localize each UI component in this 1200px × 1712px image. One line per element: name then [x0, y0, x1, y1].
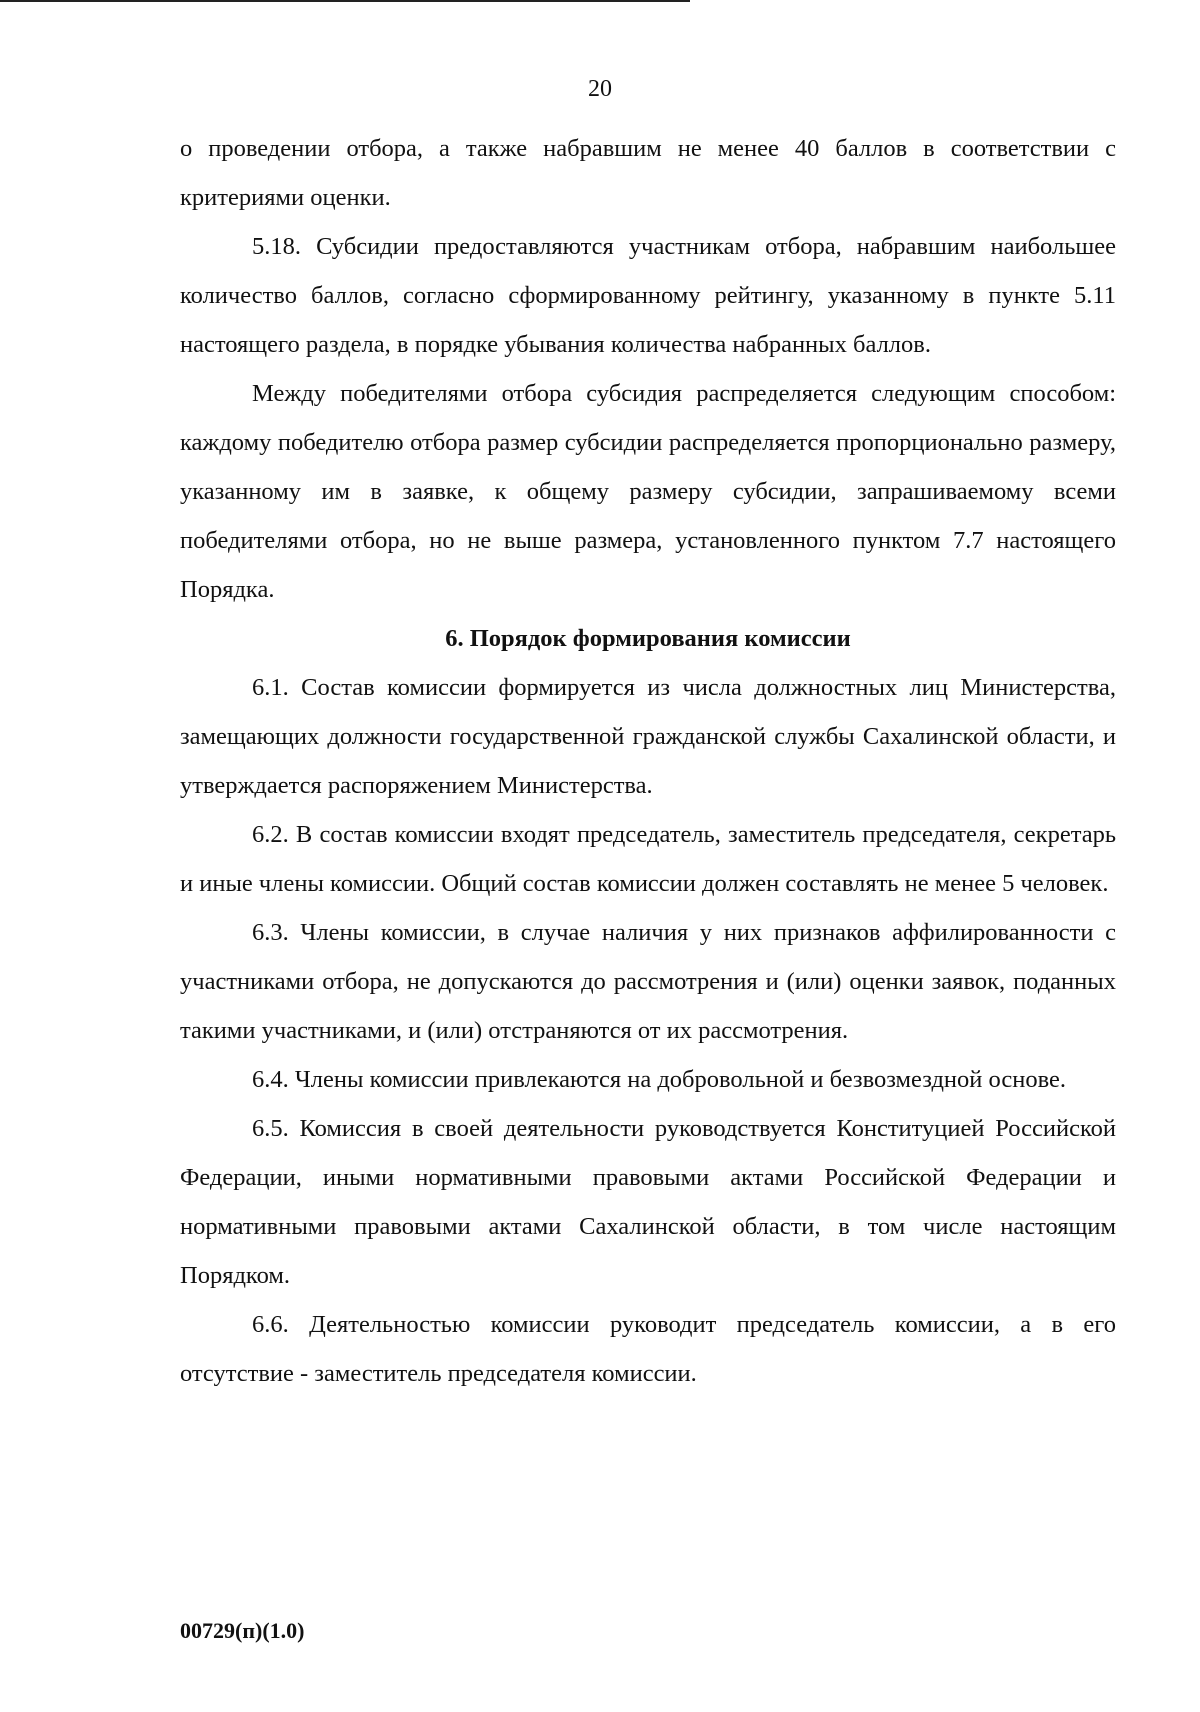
document-body — [180, 124, 1116, 1398]
document-code: 00729(п)(1.0) — [180, 1618, 305, 1643]
page-number: 20 — [588, 76, 612, 102]
paragraph-distribution: Между победителями отбора субсидия распределяется следующим способом: каждому победителю отбора размер субсидии распределяется пропорционально размеру, указанному им в заявке, к общему размеру субсидии, запрашиваемому всеми победителями отбора, но не выше размера, установленного пунктом 7.7 настоящего Порядка. — [180, 380, 1116, 603]
paragraph-6-4: 6.4. Члены комиссии привлекаются на добровольной и безвозмездной основе. — [252, 1066, 1067, 1093]
paragraph-5-18: 5.18. Субсидии предоставляются участникам отбора, набравшим наибольшее количество баллов, согласно сформированному рейтингу, указанному в пункте 5.11 настоящего раздела, в порядке убывания количества набранных баллов. — [180, 233, 1116, 358]
paragraph-6-1: 6.1. Состав комиссии формируется из числа должностных лиц Министерства, замещающих должности государственной гражданской службы Сахалинской области, и утверждается распоряжением Министерства. — [180, 674, 1116, 799]
paragraph-6-6: 6.6. Деятельностью комиссии руководит председатель комиссии, а в его отсутствие - заместитель председателя комиссии. — [180, 1311, 1116, 1387]
paragraph-6-2: 6.2. В состав комиссии входят председатель, заместитель председателя, секретарь и иные члены комиссии. Общий состав комиссии должен составлять не менее 5 человек. — [180, 821, 1116, 897]
paragraph-6-3: 6.3. Члены комиссии, в случае наличия у них признаков аффилированности с участниками отбора, не допускаются до рассмотрения и (или) оценки заявок, поданных такими участниками, и (или) отстраняются от их рассмотрения. — [180, 919, 1116, 1044]
paragraph-continuation: о проведении отбора, а также набравшим не менее 40 баллов в соответствии с критериями оценки. — [180, 135, 1116, 211]
paragraph-6-5: 6.5. Комиссия в своей деятельности руководствуется Конституцией Российской Федерации, иными нормативными правовыми актами Российской Федерации и нормативными правовыми актами Сахалинской области, в том числе настоящим Порядком. — [180, 1115, 1116, 1289]
section-heading: 6. Порядок формирования комиссии — [445, 625, 851, 652]
top-rule — [0, 0, 690, 2]
